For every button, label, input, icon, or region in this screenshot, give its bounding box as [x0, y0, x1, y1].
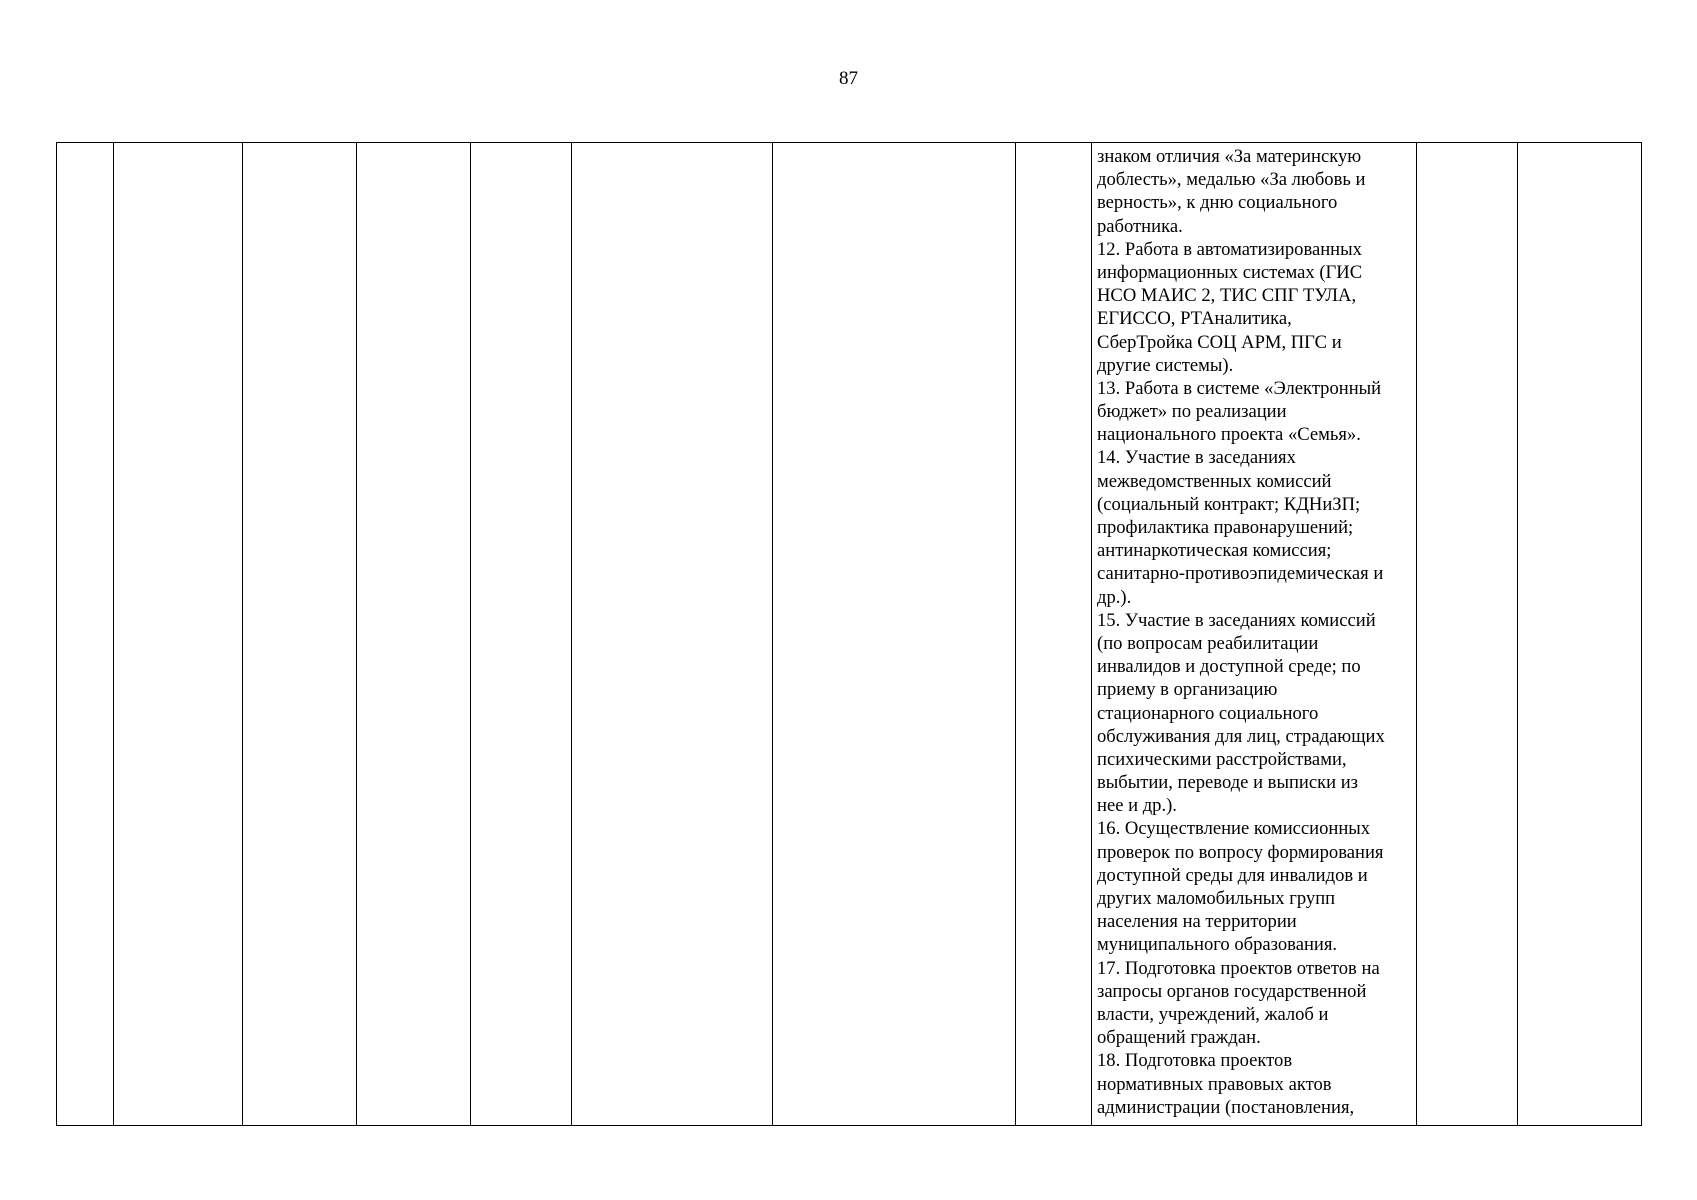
cell-text-line: других маломобильных групп: [1097, 888, 1336, 909]
column-divider: [470, 143, 471, 1125]
cell-text-line: др.).: [1097, 586, 1132, 608]
table: [56, 142, 1642, 1126]
page-number: 87: [839, 68, 858, 89]
column-divider: [242, 143, 243, 1125]
cell-text-line: верность», к дню социального: [1097, 192, 1338, 214]
cell-text-line: стационарного социального: [1097, 702, 1319, 724]
column-divider: [356, 143, 357, 1125]
cell-text-line: знаком отличия «За материнскую: [1097, 146, 1362, 167]
cell-text-line: 17. Подготовка проектов ответов на: [1097, 957, 1380, 979]
cell-text-line: другие системы).: [1097, 354, 1234, 376]
cell-text-line: приему в организацию: [1097, 679, 1278, 701]
cell-text-line: 16. Осуществление комиссионных: [1097, 818, 1371, 840]
cell-text-line: нормативных правовых актов: [1097, 1073, 1332, 1095]
cell-text-line: 13. Работа в системе «Электронный: [1097, 377, 1382, 399]
cell-text-line: психическими расстройствами,: [1097, 748, 1347, 770]
column-divider: [1091, 143, 1092, 1125]
cell-text-line: 15. Участие в заседаниях комиссий: [1097, 609, 1376, 631]
cell-text-line: доблесть», медалью «За любовь и: [1097, 169, 1366, 191]
cell-text-line: нее и др.).: [1097, 795, 1177, 817]
column-divider: [113, 143, 114, 1125]
cell-text-line: антинаркотическая комиссия;: [1097, 540, 1332, 562]
cell-text-line: работника.: [1097, 215, 1183, 237]
cell-text-line: 18. Подготовка проектов: [1097, 1050, 1293, 1072]
column-divider: [571, 143, 572, 1125]
cell-text-line: санитарно-противоэпидемическая и: [1097, 563, 1384, 585]
cell-text-line: обслуживания для лиц, страдающих: [1097, 725, 1385, 747]
cell-text-line: доступной среды для инвалидов и: [1097, 864, 1368, 886]
cell-text-line: власти, учреждений, жалоб и: [1097, 1003, 1329, 1025]
cell-text-line: ЕГИССО, РТАналитика,: [1097, 308, 1292, 330]
cell-text-line: обращений граждан.: [1097, 1027, 1261, 1049]
cell-text-line: администрации (постановления,: [1097, 1096, 1355, 1118]
cell-text-line: (социальный контракт; КДНиЗП;: [1097, 493, 1361, 515]
column-divider: [1015, 143, 1016, 1125]
cell-text-line: национального проекта «Семья».: [1097, 424, 1361, 446]
cell-text-line: выбытии, переводе и выписки из: [1097, 772, 1359, 794]
cell-text-line: муниципального образования.: [1097, 934, 1338, 956]
cell-text-line: информационных системах (ГИС: [1097, 261, 1363, 283]
cell-text-line: профилактика правонарушений;: [1097, 517, 1354, 538]
cell-text-line: инвалидов и доступной среде; по: [1097, 656, 1361, 678]
table-cell-duties: [1097, 145, 1427, 1119]
column-divider: [1517, 143, 1518, 1125]
cell-text-line: СберТройка СОЦ АРМ, ПГС и: [1097, 331, 1342, 353]
cell-text-line: 12. Работа в автоматизированных: [1097, 238, 1362, 260]
cell-text-line: 14. Участие в заседаниях: [1097, 447, 1296, 469]
cell-text-line: населения на территории: [1097, 911, 1297, 933]
cell-text-line: запросы органов государственной: [1097, 980, 1367, 1002]
cell-text-line: НСО МАИС 2, ТИС СПГ ТУЛА,: [1097, 285, 1357, 307]
cell-text-line: бюджет» по реализации: [1097, 401, 1287, 423]
cell-text-line: проверок по вопросу формирования: [1097, 841, 1384, 863]
column-divider: [772, 143, 773, 1125]
cell-text-line: межведомственных комиссий: [1097, 470, 1332, 492]
cell-text-line: (по вопросам реабилитации: [1097, 632, 1319, 654]
